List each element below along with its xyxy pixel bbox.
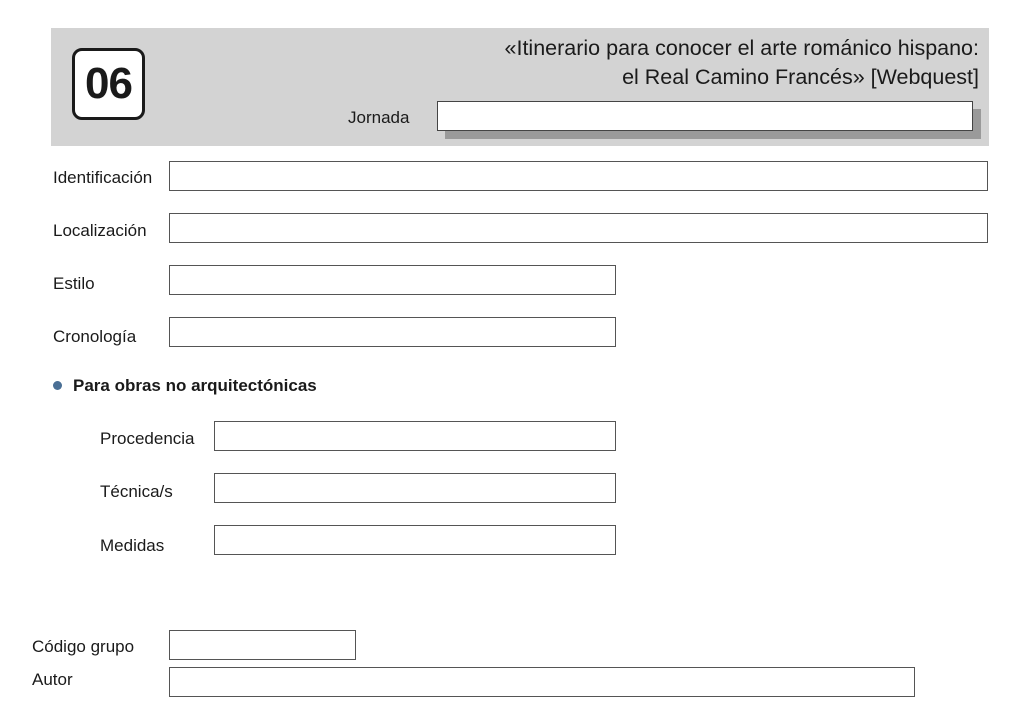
procedencia-field[interactable] <box>214 421 616 451</box>
worksheet-title <box>505 34 979 92</box>
medidas-label: Medidas <box>100 536 165 555</box>
title-line-1: «Itinerario para conocer el arte románico hispano: <box>504 36 979 60</box>
autor-field[interactable] <box>169 667 915 697</box>
estilo-field[interactable] <box>169 265 616 295</box>
bullet-icon <box>53 381 62 390</box>
section-title: Para obras no arquitectónicas <box>73 376 317 395</box>
estilo-label: Estilo <box>53 274 95 293</box>
jornada-label: Jornada <box>348 108 410 127</box>
codigo-grupo-field[interactable] <box>169 630 356 660</box>
localizacion-label: Localización <box>53 221 147 240</box>
title-line-2: el Real Camino Francés» [Webquest] <box>622 65 979 89</box>
localizacion-field[interactable] <box>169 213 988 243</box>
header-banner <box>51 28 989 146</box>
cronologia-field[interactable] <box>169 317 616 347</box>
tecnicas-label: Técnica/s <box>100 482 173 501</box>
codigo-grupo-label: Código grupo <box>32 637 135 656</box>
tecnicas-field[interactable] <box>214 473 616 503</box>
autor-label: Autor <box>32 670 73 689</box>
jornada-field[interactable] <box>437 101 973 131</box>
medidas-field[interactable] <box>214 525 616 555</box>
cronologia-label: Cronología <box>53 327 137 346</box>
identificacion-label: Identificación <box>53 168 153 187</box>
identificacion-field[interactable] <box>169 161 988 191</box>
sheet-number-badge: 06 <box>72 48 145 120</box>
procedencia-label: Procedencia <box>100 429 195 448</box>
